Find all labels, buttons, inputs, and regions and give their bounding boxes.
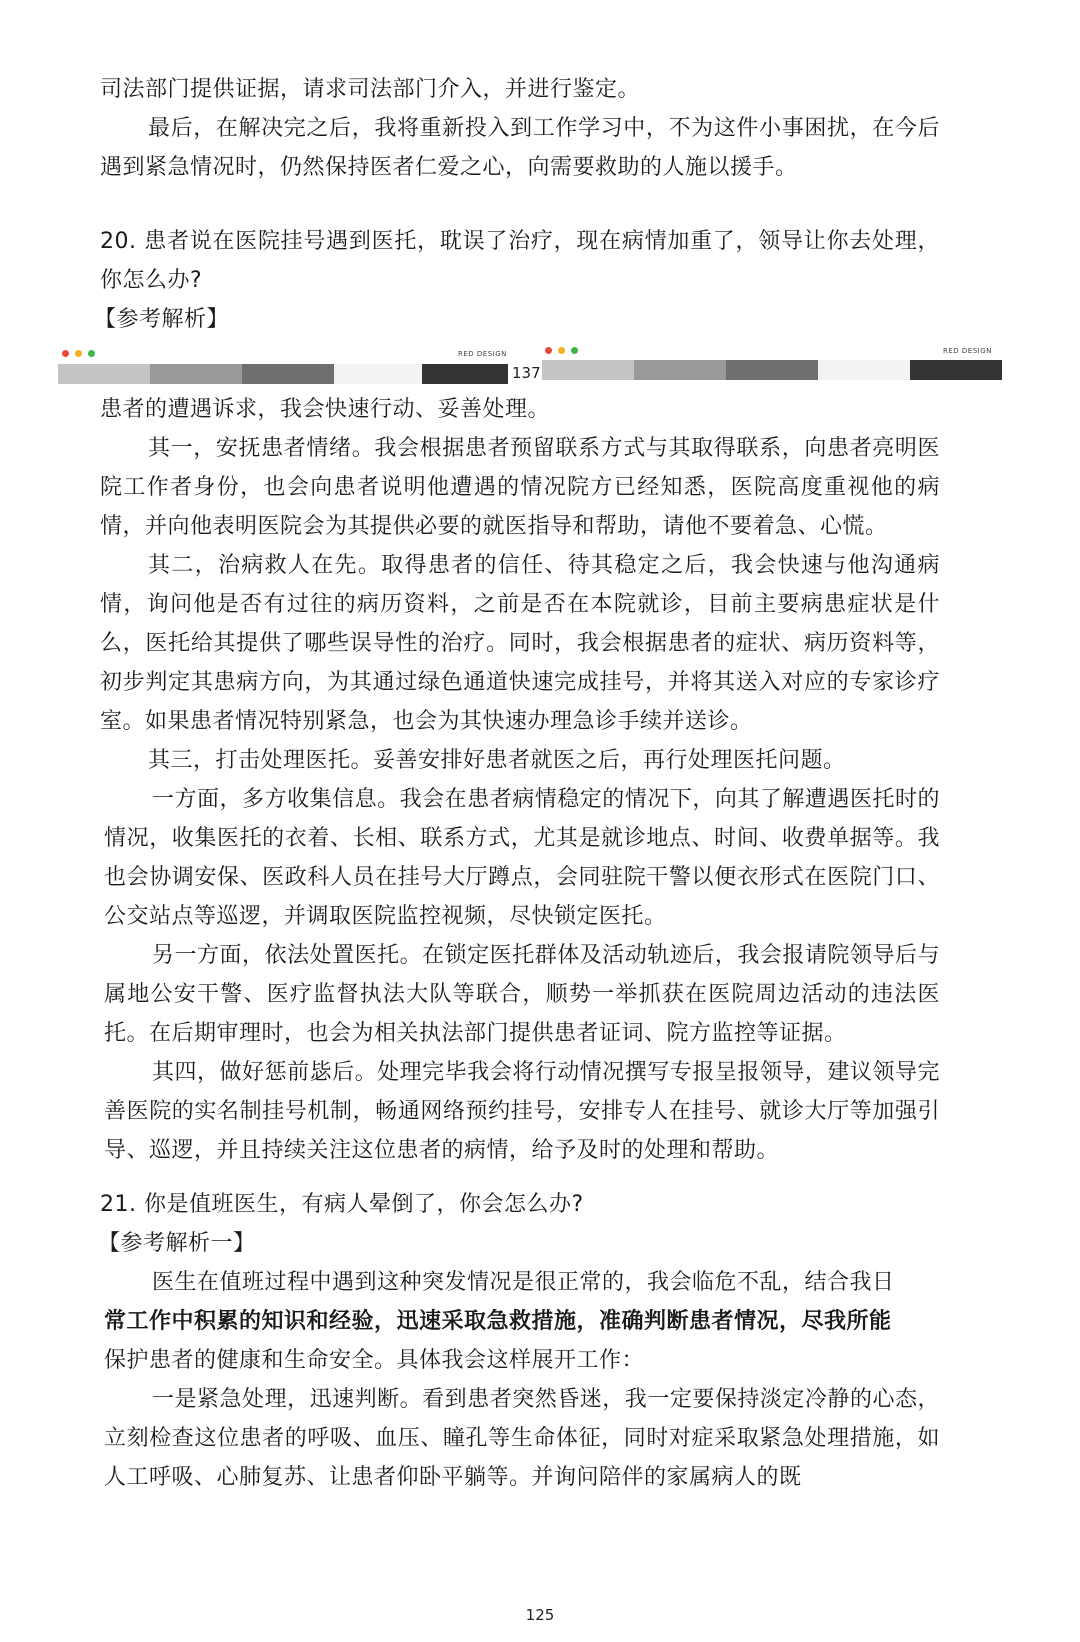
answer-20-point-3a: 一方面，多方收集信息。我会在患者病情稳定的情况下，向其了解遭遇医托时的情况，收集医托的衣着、长相、联系方式，尤其是就诊地点、时间、收费单据等。我也会协调安保、医政科人员在挂号大厅蹲点，会同驻院干警以便衣形式在医院门口、公交站点等巡逻，并调取医院监控视频，尽快锁定医托。	[104, 787, 940, 929]
banner-bar	[542, 360, 634, 380]
reference-label-21: 【参考解析一】	[98, 1231, 256, 1256]
paragraph-continuation: 司法部门提供证据，请求司法部门介入，并进行鉴定。	[100, 77, 641, 102]
yellow-dot-icon	[75, 350, 82, 357]
answer-21-intro-line1: 医生在值班过程中遇到这种突发情况是很正常的，我会临危不乱，结合我日	[152, 1270, 895, 1295]
question-21: 21. 你是值班医生，有病人晕倒了，你会怎么办?	[100, 1192, 584, 1217]
answer-20-point-2: 其二，治病救人在先。取得患者的信任、待其稳定之后，我会快速与他沟通病情，询问他是否有过往的病历资料，之前是否在本院就诊，目前主要病患症状是什么，医托给其提供了哪些误导性的治疗。同时，我会根据患者的症状、病历资料等，初步判定其患病方向，为其通过绿色通道快速完成挂号，并将其送入对应的专家诊疗室。如果患者情况特别紧急，也会为其快速办理急诊手续并送诊。	[100, 553, 940, 734]
banner-bar	[242, 364, 334, 384]
banner-page-number: 137	[512, 364, 541, 382]
answer-20-point-3: 其三，打击处理医托。妥善安排好患者就医之后，再行处理医托问题。	[148, 748, 846, 773]
question-20: 20. 患者说在医院挂号遇到医托，耽误了治疗，现在病情加重了，领导让你去处理，你怎么办?	[100, 229, 940, 293]
banner-bar	[818, 360, 910, 380]
page-number: 125	[525, 1606, 555, 1624]
banner-bar	[150, 364, 242, 384]
reference-label-20: 【参考解析】	[94, 307, 230, 332]
banner-bar	[910, 360, 1002, 380]
answer-21-intro-line2: 常工作中积累的知识和经验，迅速采取急救措施，准确判断患者情况，尽我所能	[104, 1309, 892, 1334]
green-dot-icon	[88, 350, 95, 357]
brand-label-left: RED DESIGN	[458, 350, 507, 358]
paragraph-conclusion: 最后，在解决完之后，我将重新投入到工作学习中，不为这件小事困扰，在今后遇到紧急情况时，仍然保持医者仁爱之心，向需要救助的人施以援手。	[100, 116, 940, 180]
answer-20-point-3b: 另一方面，依法处置医托。在锁定医托群体及活动轨迹后，我会报请院领导后与属地公安干警、医疗监督执法大队等联合，顺势一举抓获在医院周边活动的违法医托。在后期审理时，也会为相关执法部门提供患者证词、院方监控等证据。	[104, 943, 940, 1046]
answer-20-point-1: 其一，安抚患者情绪。我会根据患者预留联系方式与其取得联系，向患者亮明医院工作者身份，也会向患者说明他遭遇的情况院方已经知悉，医院高度重视他的病情，并向他表明医院会为其提供必要的就医指导和帮助，请他不要着急、心慌。	[100, 436, 940, 539]
banner-bar	[422, 364, 508, 384]
banner-bar	[58, 364, 150, 384]
answer-21-intro-line3: 保护患者的健康和生命安全。具体我会这样展开工作：	[104, 1348, 645, 1373]
banner-bar	[726, 360, 818, 380]
yellow-dot-icon	[558, 347, 565, 354]
green-dot-icon	[571, 347, 578, 354]
banner-dots-right	[545, 347, 578, 354]
answer-20-intro: 患者的遭遇诉求，我会快速行动、妥善处理。	[100, 397, 551, 422]
answer-21-point-1: 一是紧急处理，迅速判断。看到患者突然昏迷，我一定要保持淡定冷静的心态，立刻检查这位患者的呼吸、血压、瞳孔等生命体征，同时对症采取紧急处理措施，如人工呼吸、心肺复苏、让患者仰卧平躺等。并询问陪伴的家属病人的既	[104, 1387, 940, 1490]
banner-bar	[634, 360, 726, 380]
red-dot-icon	[62, 350, 69, 357]
banner-bar	[334, 364, 422, 384]
brand-label-right: RED DESIGN	[943, 347, 992, 355]
banner-dots-left	[62, 350, 95, 357]
red-dot-icon	[545, 347, 552, 354]
answer-20-point-4: 其四，做好惩前毖后。处理完毕我会将行动情况撰写专报呈报领导，建议领导完善医院的实名制挂号机制，畅通网络预约挂号，安排专人在挂号、就诊大厅等加强引导、巡逻，并且持续关注这位患者的病情，给予及时的处理和帮助。	[104, 1060, 940, 1163]
